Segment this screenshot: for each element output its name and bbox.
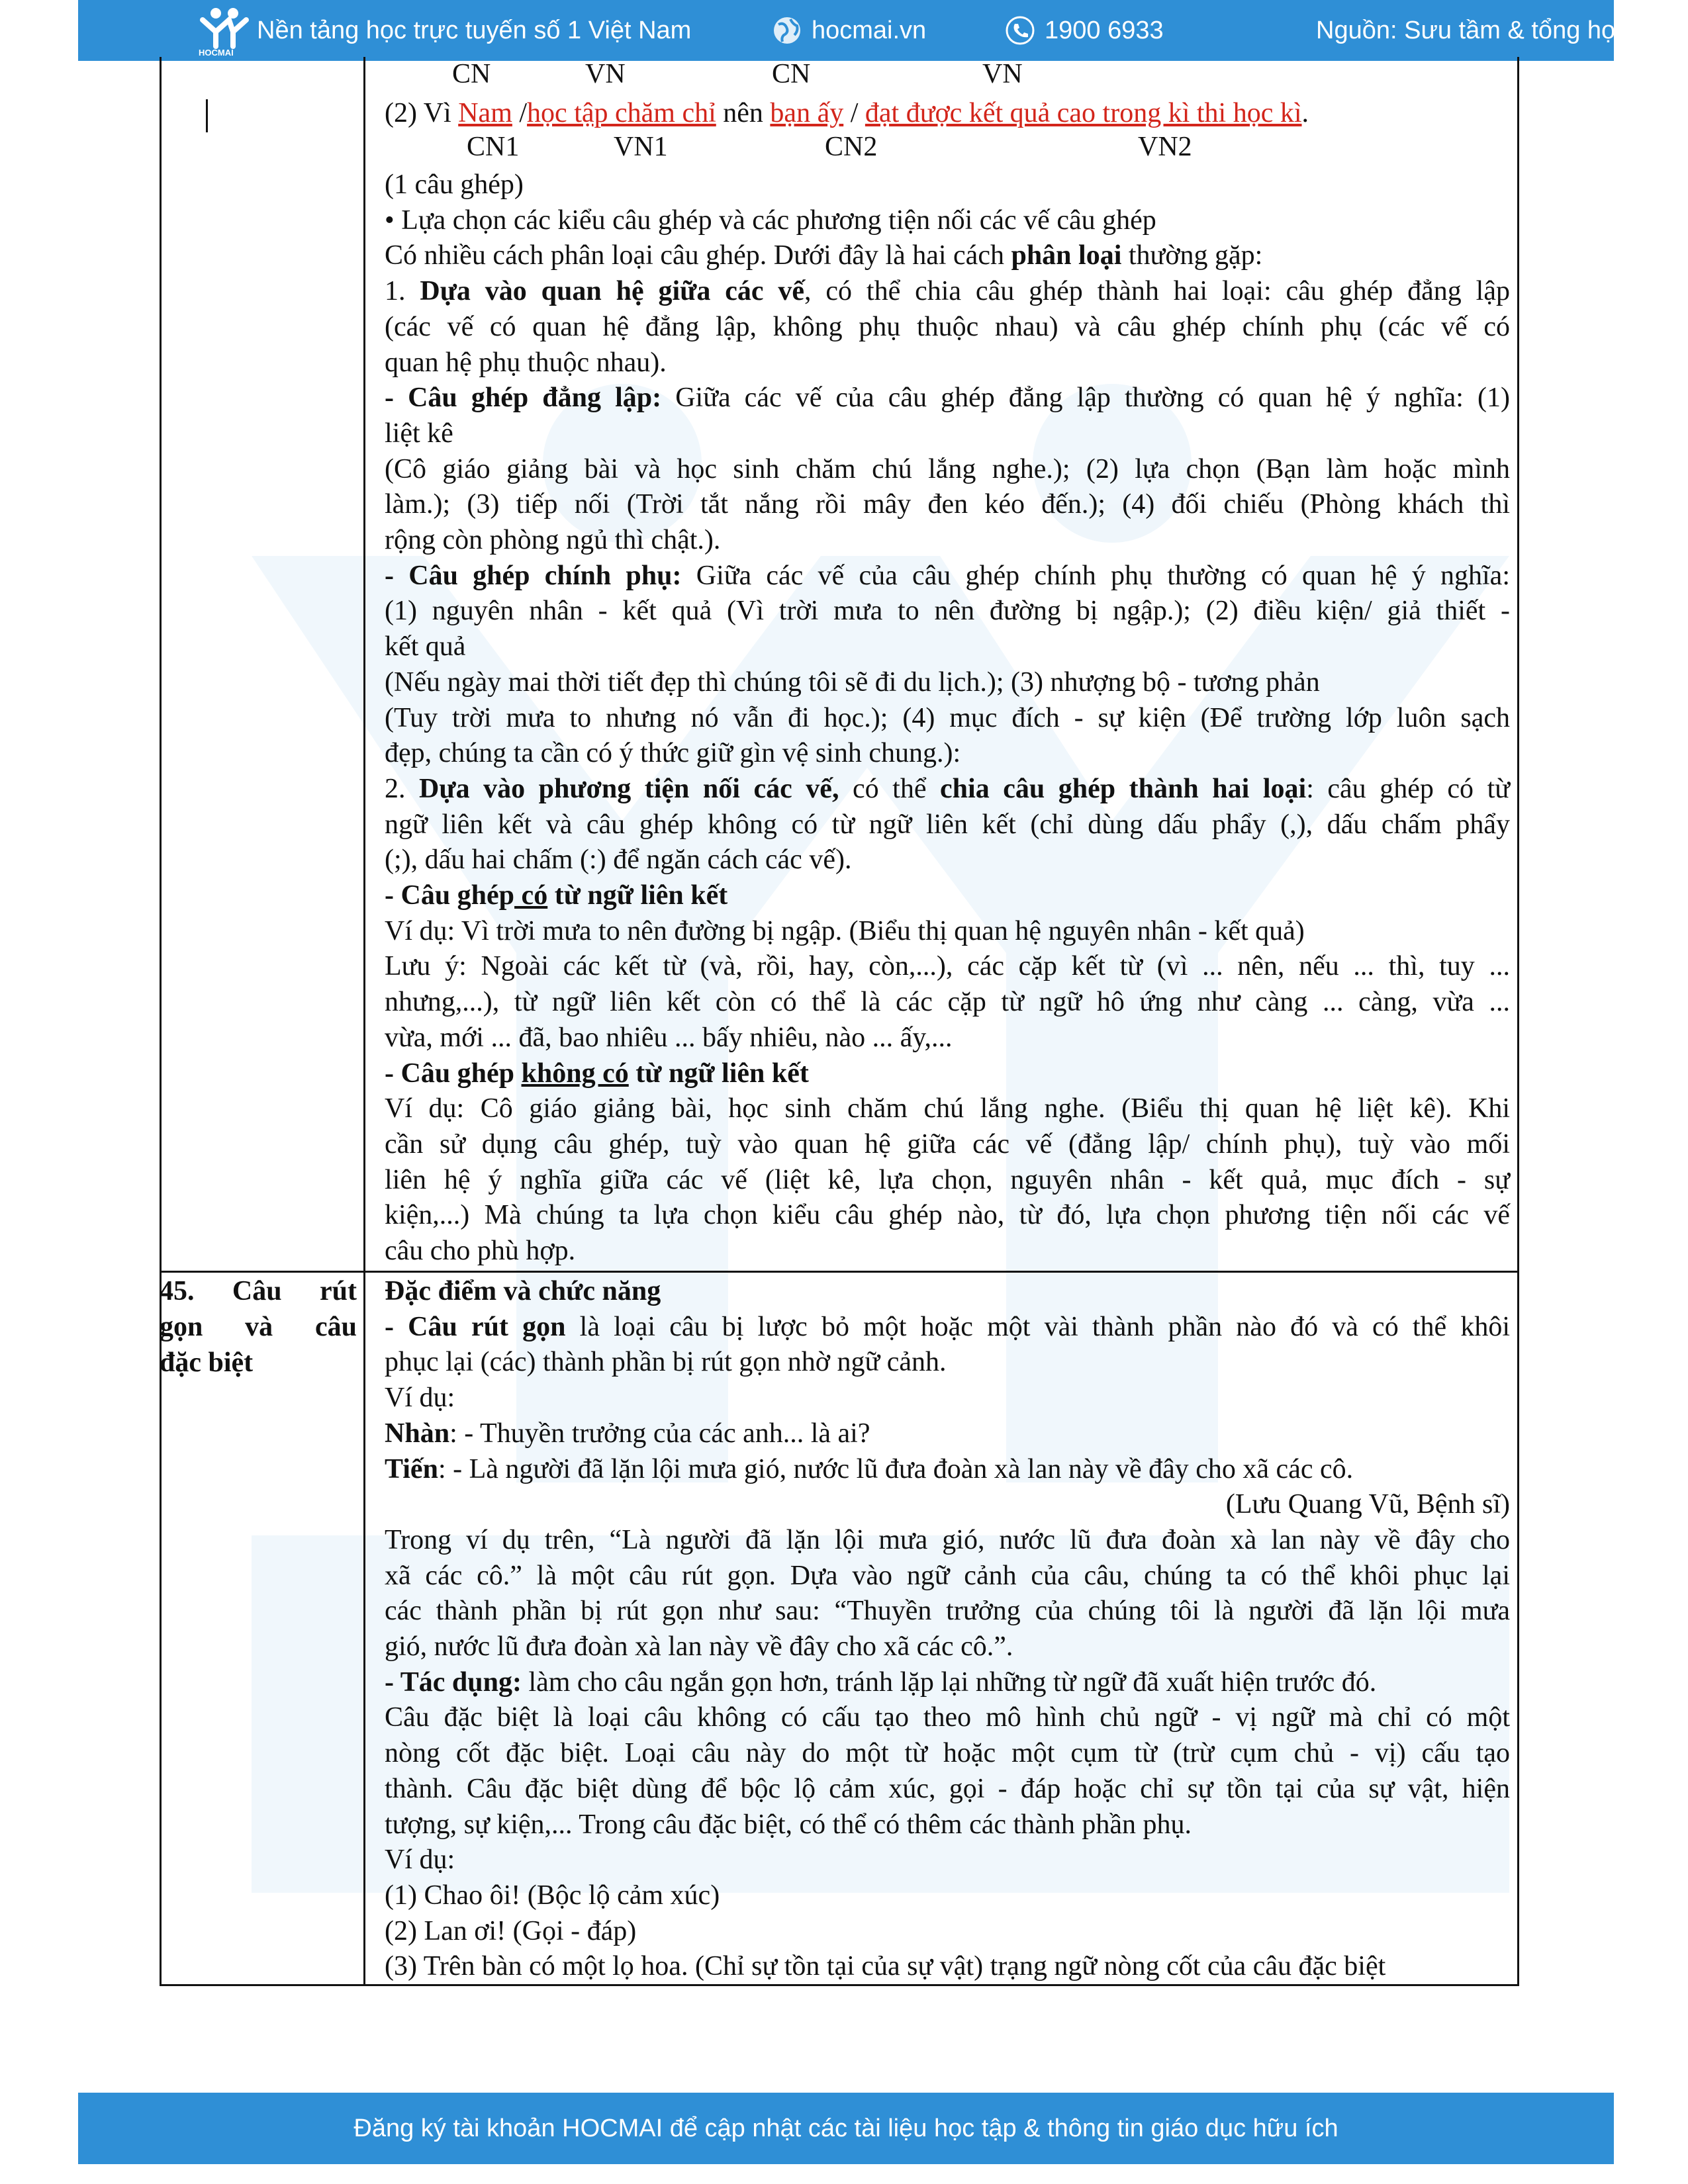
text-line: - Câu ghép đẳng lập: Giữa các vế của câu ghép đẳng lập thường có quan hệ ý nghĩa: (1) — [385, 383, 1511, 413]
text-line: (1) nguyên nhân - kết quả (Vì trời mưa to nên đường bị ngập.); (2) điều kiện/ giả thiết - — [385, 596, 1510, 626]
header-bar — [78, 0, 1632, 61]
text-line: Ví dụ: Vì trời mưa to nên đường bị ngập. (Biểu thị quan hệ nguyên nhân - kết quả) — [385, 916, 1305, 946]
label-vn: VN — [982, 59, 1023, 89]
text-line: 2. Dựa vào phương tiện nối các vế, có thể chia câu ghép thành hai loại: câu ghép có từ — [385, 774, 1511, 804]
text-line: - Câu rút gọn là loại câu bị lược bỏ một hoặc một vài thành phần nào đó và có thể khôi — [385, 1312, 1510, 1342]
text-line: phục lại (các) thành phần bị rút gọn nhờ ngữ cảnh. — [385, 1347, 947, 1377]
text-line: làm.); (3) tiếp nối (Trời tắt nắng rồi mây đen kéo đến.); (4) đối chiếu (Phòng khách thì — [385, 489, 1510, 520]
table-border-middle — [363, 57, 365, 1986]
predicate-2: đạt được kết quả cao trong kì thi học kì — [865, 98, 1302, 128]
text-line: quan hệ phụ thuộc nhau). — [385, 347, 667, 378]
header-tagline: Nền tảng học trực tuyến số 1 Việt Nam — [257, 16, 692, 44]
footer-text: Đăng ký tài khoản HOCMAI để cập nhật các tài liệu học tập & thông tin giáo dục hữu ích — [353, 2114, 1338, 2142]
header-source: Nguồn: Sưu tầm & tổng hợp — [1316, 16, 1632, 44]
section-45-title-line: 45. Câu rút — [160, 1276, 357, 1306]
logo-text: HOCMAI — [199, 48, 234, 57]
text-line: tượng, sự kiện,... Trong câu đặc biệt, có thể có thêm các thành phần phụ. — [385, 1809, 1192, 1840]
predicate-1: học tập chăm chỉ — [527, 98, 716, 128]
header-site: hocmai.vn — [812, 16, 927, 44]
text-line: (Nếu ngày mai thời tiết đẹp thì chúng tôi sẽ đi du lịch.); (3) nhượng bộ - tương phản — [385, 667, 1320, 698]
text-line: - Câu ghép chính phụ: Giữa các vế của câu ghép chính phụ thường có quan hệ ý nghĩa: — [385, 561, 1510, 591]
text-line: Ví dụ: — [385, 1383, 455, 1413]
text-line: Ví dụ: Cô giáo giảng bài, học sinh chăm chú lắng nghe. (Biểu thị quan hệ liệt kê). Khi — [385, 1093, 1510, 1124]
text-line: câu cho phù hợp. — [385, 1236, 576, 1266]
text-line: Đặc điểm và chức năng — [385, 1276, 661, 1306]
text-line: (2) Lan ơi! (Gọi - đáp) — [385, 1916, 637, 1946]
section-45-title-line: gọn và câu — [160, 1312, 357, 1342]
text-line: (;), dấu hai chấm (:) để ngăn cách các vế). — [385, 844, 852, 875]
label-cn: CN — [452, 59, 491, 89]
text-line: - Câu ghép có từ ngữ liên kết — [385, 880, 728, 911]
text-line: (Lưu Quang Vũ, Bệnh sĩ) — [1225, 1489, 1510, 1520]
text-line: (1 câu ghép) — [385, 169, 524, 200]
text-line: gió, nước lũ đưa đoàn xà lan này về đây cho xã các cô.”. — [385, 1631, 1013, 1662]
text-line: đẹp, chúng ta cần có ý thức giữ gìn vệ sinh chung.): — [385, 738, 961, 768]
text-line: liên hệ ý nghĩa giữa các vế (liệt kê, lựa chọn, nguyên nhân - kết quả, mục đích - sự — [385, 1165, 1510, 1195]
subject-1: Nam — [458, 98, 512, 128]
content-column — [385, 57, 1510, 1984]
header-site-link[interactable] — [772, 0, 926, 61]
example-2-sentence: (2) Vì Nam /học tập chăm chỉ nên bạn ấy / đạt được kết quả cao trong kì thi học kì. — [385, 98, 1309, 128]
label-vn: VN — [585, 59, 626, 89]
text-line: (Tuy trời mưa to nhưng nó vẫn đi học.); (4) mục đích - sự kiện (Để trường lớp luôn sạch — [385, 703, 1510, 733]
table-border-left — [160, 57, 162, 1986]
text-line: kết quả — [385, 631, 466, 662]
text-line: nhưng,...), từ ngữ liên kết còn có thể là các cặp từ ngữ hô ứng như càng ... càng, vừa ... — [385, 987, 1510, 1017]
table-border-bottom — [160, 1984, 1519, 1986]
text-line: (Cô giáo giảng bài và học sinh chăm chú lắng nghe.); (2) lựa chọn (Bạn làm hoặc mình — [385, 454, 1510, 484]
text-line: kiện,...) Mà chúng ta lựa chọn kiểu câu ghép nào, từ đó, lựa chọn phương tiện nối các vế — [385, 1200, 1510, 1230]
text-line: cần sử dụng câu ghép, tuỳ vào quan hệ giữa các vế (đẳng lập/ chính phụ), tuỳ vào mối — [385, 1129, 1510, 1160]
globe-icon — [772, 15, 802, 46]
text-line: xã các cô.” là một câu rút gọn. Dựa vào ngữ cảnh của câu, chúng ta có thể khôi phục lại — [385, 1561, 1510, 1591]
content-table — [160, 57, 1519, 1986]
text-line: (các vế có quan hệ đẳng lập, không phụ thuộc nhau) và câu ghép chính phụ (các vế có — [385, 312, 1510, 342]
phone-icon — [1005, 15, 1035, 46]
label-vn1: VN1 — [614, 132, 668, 162]
text-line: - Tác dụng: làm cho câu ngắn gọn hơn, tránh lặp lại những từ ngữ đã xuất hiện trước đó. — [385, 1667, 1377, 1698]
text-line: (1) Chao ôi! (Bộc lộ cảm xúc) — [385, 1880, 720, 1911]
text-line: - Câu ghép không có từ ngữ liên kết — [385, 1058, 809, 1089]
table-border-right — [1517, 57, 1519, 1986]
text-line: rộng còn phòng ngủ thì chật.). — [385, 525, 721, 555]
text-line: Lưu ý: Ngoài các kết từ (và, rồi, hay, còn,...), các cặp kết từ (vì ... nên, nếu ... thì, tuy ... — [385, 951, 1510, 981]
label-cn2: CN2 — [825, 132, 878, 162]
text-line: vừa, mới ... đã, bao nhiêu ... bấy nhiêu, nào ... ấy,... — [385, 1023, 953, 1053]
text-line: Câu đặc biệt là loại câu không có cấu tạo theo mô hình chủ ngữ - vị ngữ mà chỉ có một — [385, 1702, 1510, 1733]
text-line: ngữ liên kết và câu ghép không có từ ngữ liên kết (chỉ dùng dấu phẩy (,), dấu chấm phẩy — [385, 809, 1510, 840]
text-cursor — [206, 99, 208, 132]
subject-2: bạn ấy — [770, 98, 844, 128]
section-45-title-line: đặc biệt — [160, 1347, 254, 1378]
header-phone: 1900 6933 — [1045, 16, 1164, 44]
text-line: Nhàn: - Thuyền trưởng của các anh... là ai? — [385, 1418, 870, 1449]
footer-bar[interactable] — [78, 2093, 1614, 2164]
text-line: liệt kê — [385, 418, 453, 449]
text-line: các thành phần bị rút gọn như sau: “Thuyền trưởng của chúng tôi là người đã lặn lội mưa — [385, 1596, 1510, 1626]
section-45-title — [160, 1273, 370, 1386]
text-line: Trong ví dụ trên, “Là người đã lặn lội mưa gió, nước lũ đưa đoàn xà lan này về đây cho — [385, 1525, 1510, 1555]
text-line: thành. Câu đặc biệt dùng để bộc lộ cảm xúc, gọi - đáp hoặc chỉ sự tồn tại của sự vật, hiện — [385, 1774, 1510, 1804]
label-vn2: VN2 — [1138, 132, 1192, 162]
text-line: (3) Trên bàn có một lọ hoa. (Chỉ sự tồn tại của sự vật) trạng ngữ nòng cốt của câu đặc biệt — [385, 1951, 1386, 1981]
text-line: nòng cốt đặc biệt. Loại câu này do một từ hoặc một cụm từ (trừ cụm chủ - vị) cấu tạo — [385, 1738, 1510, 1768]
header-phone-link[interactable] — [1005, 0, 1164, 61]
label-cn: CN — [772, 59, 811, 89]
text-line: • Lựa chọn các kiểu câu ghép và các phương tiện nối các vế câu ghép — [385, 205, 1156, 236]
text-line: Ví dụ: — [385, 1844, 455, 1875]
text-line: Có nhiều cách phân loại câu ghép. Dưới đây là hai cách phân loại thường gặp: — [385, 240, 1263, 271]
label-cn1: CN1 — [467, 132, 520, 162]
text-line: Tiến: - Là người đã lặn lội mưa gió, nước lũ đưa đoàn xà lan này về đây cho xã các cô. — [385, 1454, 1354, 1484]
text-line: 1. Dựa vào quan hệ giữa các vế, có thể chia câu ghép thành hai loại: câu ghép đẳng lập — [385, 276, 1510, 306]
